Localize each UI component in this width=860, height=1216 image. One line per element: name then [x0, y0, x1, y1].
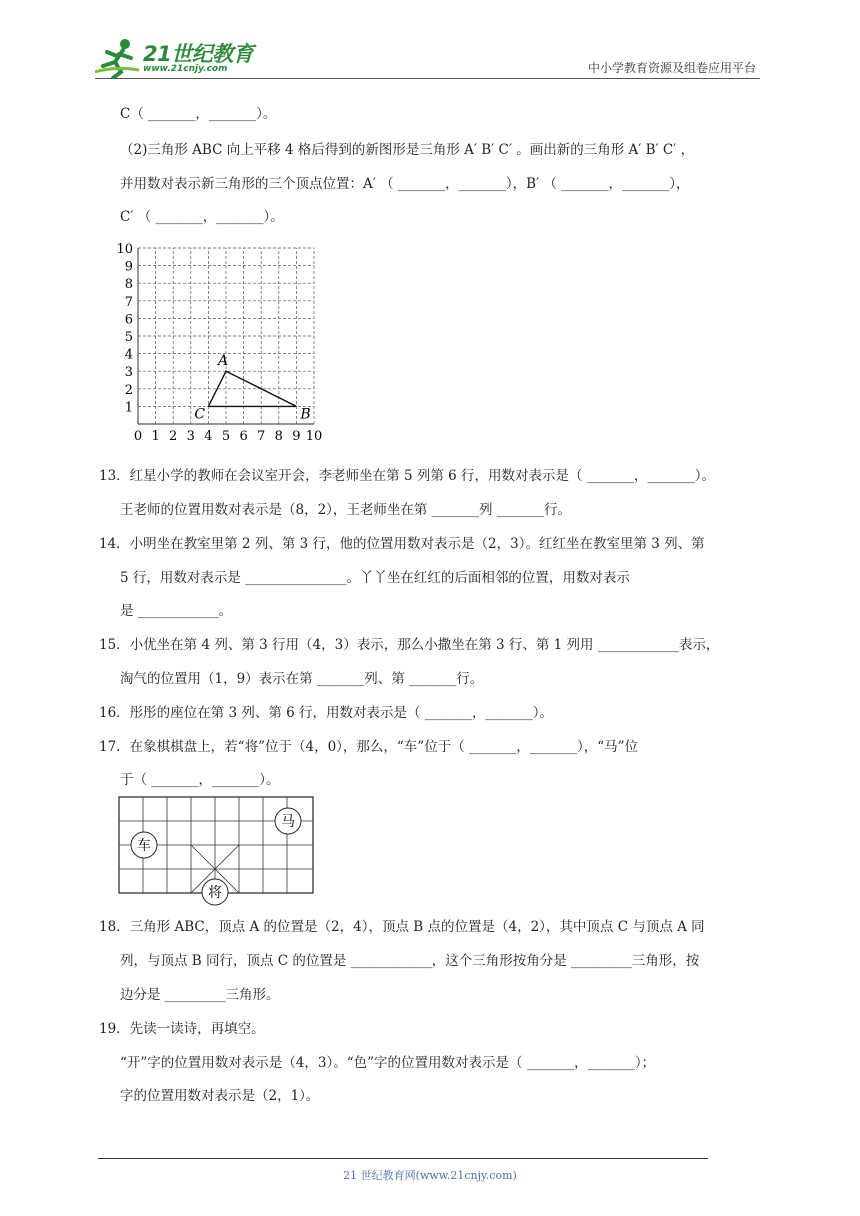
vertex-label-c: C	[194, 406, 206, 423]
chess-piece-che	[131, 832, 157, 858]
vertex-label-a: A	[218, 353, 229, 370]
q12-part2-line3: C′ （ _______，_______）。	[120, 209, 284, 225]
x-tick-label: 3	[186, 429, 195, 444]
y-tick-label: 4	[124, 347, 133, 363]
logo-text: 21世纪教育	[143, 42, 254, 66]
runner-logo-icon	[95, 36, 141, 78]
q17-line1: 17．在象棋棋盘上，若“将”位于（4，0），那么，“车”位于（ _______，_______），“马”位	[99, 739, 639, 755]
y-tick-label: 6	[124, 312, 133, 328]
q14-line1: 14．小明坐在教室里第 2 列、第 3 行，他的位置用数对表示是（2，3）。红红坐在教室里第 3 列、第	[99, 536, 705, 552]
footer-text: 21 世纪教育网(www.21cnjy.com)	[343, 1169, 517, 1182]
y-tick-label: 9	[124, 259, 133, 275]
logo-url: www.21cnjy.com	[143, 64, 228, 74]
chess-piece-jiang	[202, 879, 228, 905]
svg-text:将: 将	[208, 885, 222, 901]
header-platform-text: 中小学教育资源及组卷应用平台	[587, 61, 756, 75]
q13-line2: 王老师的位置用数对表示是（8，2），王老师坐在第 _______列 _______行。	[120, 502, 572, 518]
q15-line1: 15．小优坐在第 4 列、第 3 行用（4，3）表示，那么小撒坐在第 3 行、第 1 列用 ____________表示，	[99, 637, 720, 653]
chess-piece-ma	[275, 808, 301, 834]
svg-text:马: 马	[281, 814, 295, 830]
q18-line1: 18．三角形 ABC，顶点 A 的位置是（2，4），顶点 B 点的位置是（4，2），其中顶点 C 与顶点 A 同	[99, 919, 705, 935]
x-tick-label: 0	[133, 429, 143, 444]
site-logo	[95, 36, 265, 80]
header-divider	[95, 78, 760, 79]
x-tick-label: 8	[274, 429, 283, 444]
q12-part2-line2: 并用数对表示新三角形的三个顶点位置：A′ （ _______，_______），B′ （ _______，_______），	[120, 176, 690, 192]
chess-board-figure	[118, 796, 318, 908]
x-tick-label: 4	[204, 429, 213, 444]
x-tick-label: 7	[257, 429, 266, 444]
x-tick-label: 5	[221, 429, 231, 444]
x-tick-label: 10	[305, 429, 323, 444]
q13-line1: 13．红星小学的教师在会议室开会，李老师坐在第 5 列第 6 行，用数对表示是（ _______，_______）。	[99, 468, 716, 484]
q16-line: 16．彤彤的座位在第 3 列、第 6 行，用数对表示是（ _______，_______）。	[99, 705, 554, 721]
q19-line3: 字的位置用数对表示是（2，1）。	[120, 1088, 320, 1104]
y-tick-label: 10	[116, 242, 133, 257]
y-tick-label: 2	[124, 382, 133, 398]
y-tick-label: 7	[124, 294, 133, 310]
q12-line-c: C（ _______，_______）。	[120, 106, 277, 122]
q17-line2: 于（ _______，_______）。	[120, 772, 280, 788]
q14-line2: 5 行，用数对表示是 _______________。丫丫坐在红红的后面相邻的位置，用数对表示	[120, 570, 630, 586]
y-tick-label: 5	[124, 330, 133, 345]
y-tick-label: 3	[124, 365, 133, 381]
svg-text:车: 车	[137, 838, 151, 854]
footer-divider	[98, 1158, 708, 1159]
q18-line2: 列，与顶点 B 同行，顶点 C 的位置是 ____________，这个三角形按角分是 _________三角形，按	[120, 953, 700, 969]
x-tick-label: 6	[239, 429, 248, 444]
q19-line1: 19．先读一读诗，再填空。	[99, 1021, 265, 1037]
q12-part2-line1: （2)三角形 ABC 向上平移 4 格后得到的新图形是三角形 A′ B′ C′ 。画出新的三角形 A′ B′ C′ ，	[120, 142, 695, 158]
q14-line3: 是 ____________。	[120, 603, 233, 619]
coordinate-grid-figure	[108, 240, 338, 455]
vertex-label-b: B	[300, 406, 311, 423]
q19-line2: “开”字的位置用数对表示是（4，3）。“色”字的位置用数对表示是（ _______，_______）；	[120, 1055, 656, 1071]
x-tick-label: 2	[169, 429, 178, 444]
x-tick-label: 9	[292, 429, 301, 444]
x-tick-label: 1	[151, 429, 160, 444]
y-tick-label: 1	[124, 400, 133, 416]
q18-line3: 边分是 _________三角形。	[120, 987, 280, 1003]
q15-line2: 淘气的位置用（1，9）表示在第 _______列、第 _______行。	[120, 671, 484, 687]
y-tick-label: 8	[124, 277, 133, 293]
